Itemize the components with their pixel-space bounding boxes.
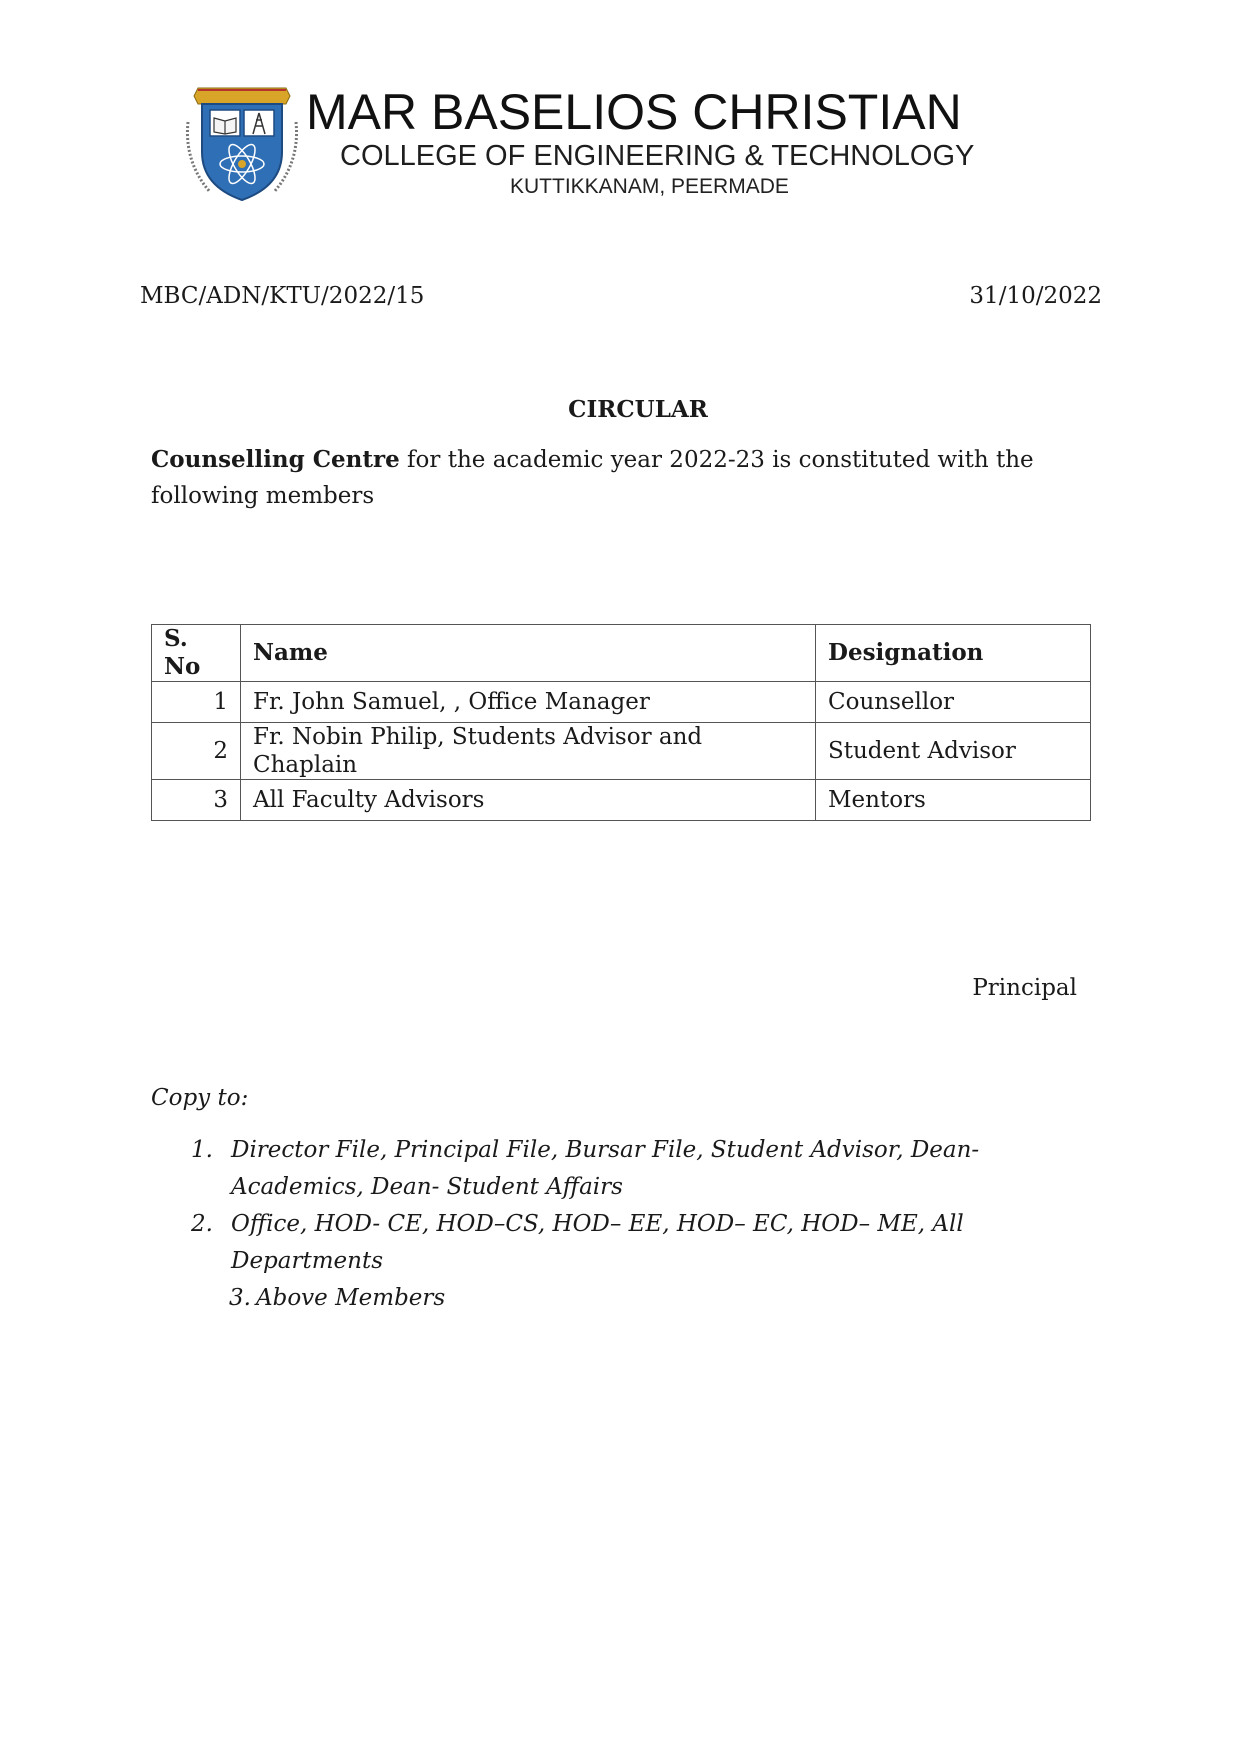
cell-sno: 2 <box>152 723 241 780</box>
table-header-row <box>152 625 1091 682</box>
table-row <box>152 780 1091 821</box>
college-name: MAR BASELIOS CHRISTIAN <box>306 84 962 140</box>
header-sno: S. No <box>152 625 241 682</box>
header-designation: Designation <box>816 625 1091 682</box>
copy-to-label: Copy to: <box>151 1085 249 1111</box>
cell-designation: Counsellor <box>816 682 1091 723</box>
college-crest-icon <box>180 82 304 206</box>
copy-to-list <box>151 1132 1091 1317</box>
cell-name: All Faculty Advisors <box>241 780 816 821</box>
cell-sno: 1 <box>152 682 241 723</box>
circular-title: CIRCULAR <box>568 396 708 423</box>
table-row <box>152 682 1091 723</box>
reference-number: MBC/ADN/KTU/2022/15 <box>140 283 425 309</box>
college-location: KUTTIKKANAM, PEERMADE <box>510 175 789 198</box>
list-item <box>151 1206 1091 1280</box>
header-name: Name <box>241 625 816 682</box>
letterhead <box>180 82 1020 206</box>
list-item <box>151 1280 1091 1317</box>
members-table <box>151 624 1091 821</box>
cell-sno: 3 <box>152 780 241 821</box>
list-item-number: 2. <box>191 1211 213 1237</box>
list-item-number: 1. <box>191 1137 213 1163</box>
cell-designation: Student Advisor <box>816 723 1091 780</box>
list-item-number: 3. <box>229 1285 251 1311</box>
intro-bold-text: Counselling Centre <box>151 446 400 473</box>
list-item-text: Office, HOD- CE, HOD–CS, HOD– EE, HOD– EC, HOD– ME, All Departments <box>231 1211 964 1274</box>
intro-text: for the academic year 2022-23 is constituted with the following members <box>151 447 1034 509</box>
cell-name: Fr. John Samuel, , Office Manager <box>241 682 816 723</box>
cell-name: Fr. Nobin Philip, Students Advisor and Chaplain <box>241 723 816 780</box>
list-item-text: Director File, Principal File, Bursar File, Student Advisor, Dean- Academics, Dean- Student Affairs <box>231 1137 980 1200</box>
circular-intro <box>151 442 1091 514</box>
list-item-text: Above Members <box>256 1285 446 1311</box>
circular-date: 31/10/2022 <box>969 283 1102 309</box>
signatory: Principal <box>972 975 1077 1001</box>
college-subtitle: COLLEGE OF ENGINEERING & TECHNOLOGY <box>340 140 975 172</box>
cell-designation: Mentors <box>816 780 1091 821</box>
table-row <box>152 723 1091 780</box>
list-item <box>151 1132 1091 1206</box>
